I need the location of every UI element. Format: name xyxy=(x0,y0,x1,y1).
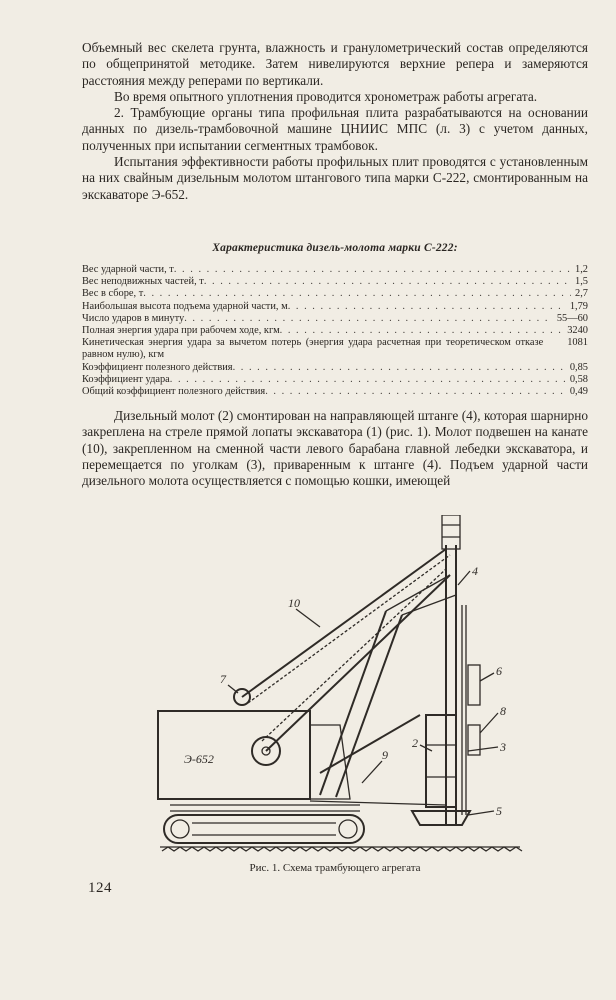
spec-row xyxy=(82,313,588,325)
spec-row xyxy=(82,374,588,386)
spec-row xyxy=(82,337,588,361)
spec-value: 1081 xyxy=(567,337,588,349)
spec-table xyxy=(82,264,588,398)
side-box xyxy=(468,665,480,705)
callout-9: 9 xyxy=(382,748,388,762)
spec-label: Общий коэффициент полезного действия xyxy=(82,386,266,398)
paragraph-4: Испытания эффективности работы профильных плит проводятся с установленным на них свайным дизельным молотом штангового типа марки С-222, смонтированным на экскаваторе Э-652. xyxy=(82,154,588,202)
callout-7: 7 xyxy=(220,672,226,686)
spec-label: Вес в сборе, т xyxy=(82,288,144,300)
spec-label: Коэффициент удара xyxy=(82,373,170,385)
spec-row xyxy=(82,301,588,313)
machine-label: Э-652 xyxy=(184,752,214,766)
spec-row xyxy=(82,325,588,337)
spec-value: 3240 xyxy=(567,325,588,337)
callout-6: 6 xyxy=(496,664,502,678)
spec-value: 55—60 xyxy=(556,312,588,324)
leader-line xyxy=(362,761,382,783)
paragraph-3: 2. Трамбующие органы типа профильная плита разрабатываются на основании данных по дизель-трамбовочной машине ЦНИИС МПС (л. 3) с учетом данных, полученных при испытании сегментных трамбовок. xyxy=(82,105,588,153)
spec-value: 2,7 xyxy=(575,288,588,300)
spec-value: 0,49 xyxy=(569,386,588,398)
paragraph-2: Во время опытного уплотнения проводится хронометраж работы агрегата. xyxy=(114,88,538,104)
leader-line xyxy=(468,811,494,815)
leader-dots xyxy=(170,374,566,386)
boom-cable xyxy=(248,555,450,703)
spec-row xyxy=(82,276,588,288)
body-text-bottom: Дизельный молот (2) смонтирован на направляющей штанге (4), которая шарнирно закреплена на стреле прямой лопаты экскаватора (1) (рис. 1). Молот подвешен на канате (10), закрепленном на сменной части левого барабана главной лебедки экскаватора, и перемещается по уголкам (3), приваренным к штанге (4). Подъем ударной части дизельного молота осуществляется с помощью кошки, имеющей xyxy=(82,408,588,489)
leader-dots xyxy=(280,325,564,337)
spec-label: Полная энергия удара при рабочем ходе, кгм xyxy=(82,325,280,337)
excavator-body xyxy=(158,711,310,799)
page-number: 124 xyxy=(88,880,112,896)
spec-value: 0,58 xyxy=(569,373,588,385)
callout-5: 5 xyxy=(496,804,502,818)
callout-8: 8 xyxy=(500,704,506,718)
spec-value: 1,79 xyxy=(569,300,588,312)
spec-label: Вес ударной части, т xyxy=(82,264,174,275)
guide-top xyxy=(442,515,460,549)
spec-row xyxy=(82,288,588,300)
spec-row xyxy=(82,386,588,398)
body-text-top xyxy=(82,40,588,203)
spec-value: 1,5 xyxy=(575,276,588,288)
boom-cable-upper xyxy=(242,549,446,697)
spec-label: Число ударов в минуту xyxy=(82,312,185,324)
leader-dots xyxy=(288,301,566,313)
leader-line xyxy=(228,685,238,693)
table-heading: Характеристика дизель-молота марки С-222: xyxy=(212,242,458,254)
spec-label: Кинетическая энергия удара за вычетом потерь (энергия удара расчетная при теоретическом отказе равном нулю), кгм xyxy=(82,337,544,361)
crawler-track xyxy=(164,815,364,843)
stick xyxy=(320,715,420,773)
excavator-diagram xyxy=(150,515,530,860)
leader-dots xyxy=(143,288,571,300)
leader-line xyxy=(480,673,494,681)
spec-label: Коэффициент полезного действия xyxy=(82,361,233,373)
spec-value: 0,85 xyxy=(569,361,588,373)
boom-arm xyxy=(336,615,402,797)
callout-10: 10 xyxy=(288,596,300,610)
leader-dots xyxy=(204,276,571,288)
spec-value: 1,2 xyxy=(575,264,588,275)
callout-2: 2 xyxy=(412,736,418,750)
spec-label: Наибольшая высота подъема ударной части, м xyxy=(82,300,288,312)
track-wheel xyxy=(171,820,189,838)
body-front xyxy=(310,725,350,799)
spec-row xyxy=(82,362,588,374)
leader-dots xyxy=(174,264,571,276)
leader-line xyxy=(458,571,470,585)
paragraph-1: Объемный вес скелета грунта, влажность и гранулометрический состав определяются по общепринятой методике. Затем нивелируются верхние репера и замеряются расстояния между реперами по вертикали. xyxy=(82,40,588,88)
diesel-hammer xyxy=(426,715,456,807)
leader-dots xyxy=(233,362,566,374)
leader-line xyxy=(296,609,320,627)
callout-3: 3 xyxy=(500,740,506,754)
leader-dots xyxy=(265,386,566,398)
leader-line xyxy=(480,713,498,733)
spec-label: Вес неподвижных частей, т xyxy=(82,276,204,288)
figure-caption: Рис. 1. Схема трамбующего агрегата xyxy=(249,862,421,874)
spec-row xyxy=(82,264,588,276)
profile-plate xyxy=(412,811,470,825)
leader-dots xyxy=(184,313,553,325)
track-wheel xyxy=(339,820,357,838)
leader-line xyxy=(468,747,498,751)
callout-4: 4 xyxy=(472,564,478,578)
